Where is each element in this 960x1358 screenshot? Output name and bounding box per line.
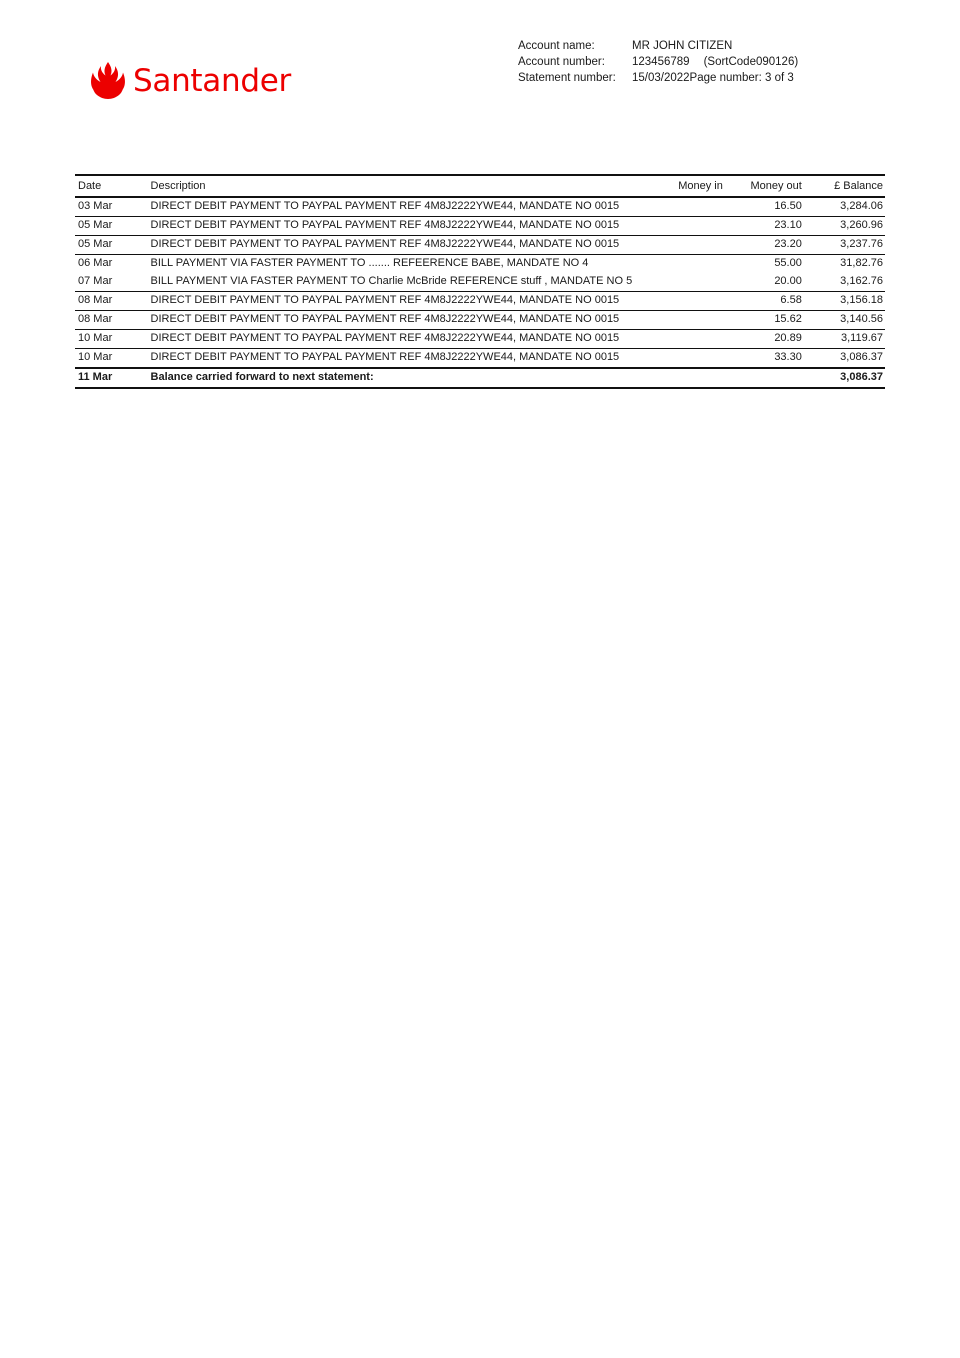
- row-balance: 3,260.96: [840, 219, 883, 231]
- account-name-label: Account name:: [518, 40, 595, 52]
- footer-date: 11 Mar: [78, 371, 113, 383]
- row-description: [148, 292, 642, 311]
- account-details: [518, 38, 798, 86]
- row-date: 10 Mar: [78, 332, 113, 344]
- row-date: 06 Mar: [78, 257, 113, 269]
- row-balance: 3,162.76: [840, 275, 883, 287]
- transactions-table: [75, 174, 885, 389]
- row-description: [148, 330, 642, 349]
- row-money-out: 33.30: [774, 351, 802, 363]
- footer-money-in: [641, 368, 724, 388]
- footer-money-out: [725, 368, 804, 388]
- row-description: [148, 311, 642, 330]
- row-description-text: BILL PAYMENT VIA FASTER PAYMENT TO ....... REFEERENCE BABE, MANDATE NO 4: [150, 257, 589, 269]
- row-money-in: [641, 311, 724, 330]
- row-money-in: [641, 217, 724, 236]
- statement-number-value: 15/03/2022Page number: 3 of 3: [632, 72, 794, 84]
- row-date: 08 Mar: [78, 313, 113, 325]
- balance-header: £ Balance: [834, 179, 883, 192]
- row-money-in: [641, 292, 724, 311]
- table-row: [75, 255, 885, 274]
- row-description-text: DIRECT DEBIT PAYMENT TO PAYPAL PAYMENT REF 4M8J2222YWE44, MANDATE NO 0015: [150, 313, 620, 325]
- row-money-in: [641, 255, 724, 274]
- sort-code-value: (SortCode090126): [703, 56, 799, 68]
- row-money-in: [641, 349, 724, 369]
- row-money-in: [641, 273, 724, 292]
- flame-icon: [88, 61, 128, 101]
- row-balance: 3,119.67: [840, 332, 883, 344]
- row-description: [148, 236, 642, 255]
- table-header-row: [75, 175, 885, 197]
- row-money-out: 23.10: [774, 219, 802, 231]
- row-description-text: DIRECT DEBIT PAYMENT TO PAYPAL PAYMENT REF 4M8J2222YWE44, MANDATE NO 0015: [150, 219, 620, 231]
- santander-logo: [88, 58, 291, 104]
- money-in-header: Money in: [678, 179, 723, 192]
- row-description: [148, 217, 642, 236]
- row-money-out: 6.58: [780, 294, 802, 306]
- row-balance: 3,284.06: [840, 200, 883, 212]
- table-row: [75, 236, 885, 255]
- row-money-in: [641, 236, 724, 255]
- row-date: 10 Mar: [78, 351, 113, 363]
- account-number-value: 123456789: [632, 56, 690, 68]
- row-description: [148, 197, 642, 217]
- row-balance: 3,156.18: [840, 294, 883, 306]
- table-row: [75, 217, 885, 236]
- table-row: [75, 311, 885, 330]
- account-number-label: Account number:: [518, 56, 605, 68]
- table-row: [75, 292, 885, 311]
- account-name-value: MR JOHN CITIZEN: [632, 40, 733, 52]
- table-row: [75, 197, 885, 217]
- row-date: 07 Mar: [78, 275, 113, 287]
- row-money-out: 20.89: [774, 332, 802, 344]
- statement-number-label: Statement number:: [518, 72, 616, 84]
- row-description-text: BILL PAYMENT VIA FASTER PAYMENT TO Charlie McBride REFERENCE stuff , MANDATE NO 5: [150, 275, 633, 287]
- row-description: [148, 273, 642, 292]
- row-date: 08 Mar: [78, 294, 113, 306]
- row-balance: 3,140.56: [840, 313, 883, 325]
- row-money-in: [641, 197, 724, 217]
- row-date: 05 Mar: [78, 238, 113, 250]
- row-date: 05 Mar: [78, 219, 113, 231]
- description-header: Description: [150, 179, 206, 192]
- date-header: Date: [78, 179, 102, 192]
- row-money-out: 55.00: [774, 257, 802, 269]
- row-balance: 31,82.76: [840, 257, 883, 269]
- row-description-text: DIRECT DEBIT PAYMENT TO PAYPAL PAYMENT REF 4M8J2222YWE44, MANDATE NO 0015: [150, 294, 620, 306]
- table-row: [75, 273, 885, 292]
- row-description-text: DIRECT DEBIT PAYMENT TO PAYPAL PAYMENT REF 4M8J2222YWE44, MANDATE NO 0015: [150, 332, 620, 344]
- row-money-out: 23.20: [774, 238, 802, 250]
- table-row: [75, 330, 885, 349]
- row-money-in: [641, 330, 724, 349]
- footer-description: Balance carried forward to next statement:: [150, 371, 374, 383]
- table-row: [75, 349, 885, 369]
- row-description-text: DIRECT DEBIT PAYMENT TO PAYPAL PAYMENT REF 4M8J2222YWE44, MANDATE NO 0015: [150, 351, 620, 363]
- row-description-text: DIRECT DEBIT PAYMENT TO PAYPAL PAYMENT REF 4M8J2222YWE44, MANDATE NO 0015: [150, 200, 620, 212]
- row-money-out: 15.62: [774, 313, 802, 325]
- brand-name: Santander: [133, 63, 291, 99]
- footer-balance: 3,086.37: [840, 371, 883, 383]
- row-balance: 3,237.76: [840, 238, 883, 250]
- money-out-header: Money out: [750, 179, 802, 192]
- row-money-out: 20.00: [774, 275, 802, 287]
- row-description-text: DIRECT DEBIT PAYMENT TO PAYPAL PAYMENT REF 4M8J2222YWE44, MANDATE NO 0015: [150, 238, 620, 250]
- row-balance: 3,086.37: [840, 351, 883, 363]
- row-money-out: 16.50: [774, 200, 802, 212]
- account-number-row: [518, 54, 798, 70]
- row-description: [148, 349, 642, 369]
- account-name-row: [518, 38, 798, 54]
- row-description: [148, 255, 642, 274]
- statement-number-row: [518, 70, 798, 86]
- balance-carried-forward-row: [75, 368, 885, 388]
- row-date: 03 Mar: [78, 200, 113, 212]
